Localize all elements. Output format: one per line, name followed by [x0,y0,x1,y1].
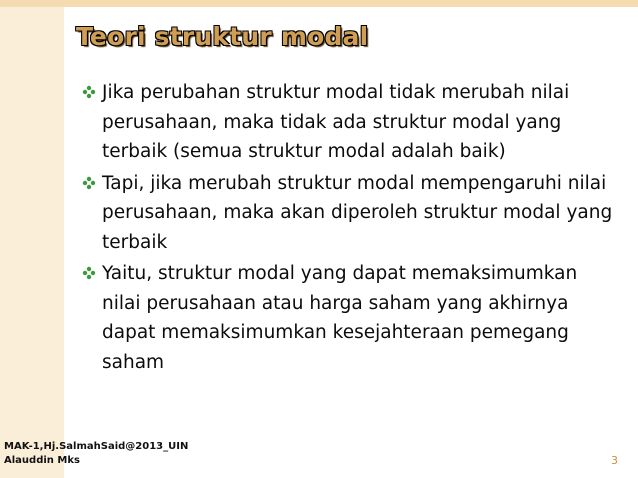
bullet-text: Tapi, jika merubah struktur modal mempengaruhi nilai perusahaan, maka akan diperoleh struktur modal yang terbaik [102,172,613,253]
slide-title: Teori struktur modal [76,22,369,51]
bullet-text: Yaitu, struktur modal yang dapat memaksimumkan nilai perusahaan atau harga saham yang akhirnya dapat memaksimumkan kesejahteraan pemegang saham [102,263,578,373]
page-number: 3 [611,454,618,467]
top-accent-rule [0,0,638,7]
bullet-item [80,169,620,258]
left-accent-stripe [0,0,64,478]
bullet-list [80,78,620,379]
bullet-item [80,78,620,167]
footer-author-line: MAK-1,Hj.SalmahSaid@2013_UIN [4,441,189,452]
diamond-dots-icon [82,85,96,99]
diamond-dots-icon [82,176,96,190]
slide-footer [4,440,188,468]
footer-institution-line: Alauddin Mks [4,455,80,466]
diamond-dots-icon [82,266,96,280]
bullet-item [80,259,620,377]
bullet-text: Jika perubahan struktur modal tidak merubah nilai perusahaan, maka tidak ada struktur modal yang terbaik (semua struktur modal adalah baik) [102,82,570,162]
